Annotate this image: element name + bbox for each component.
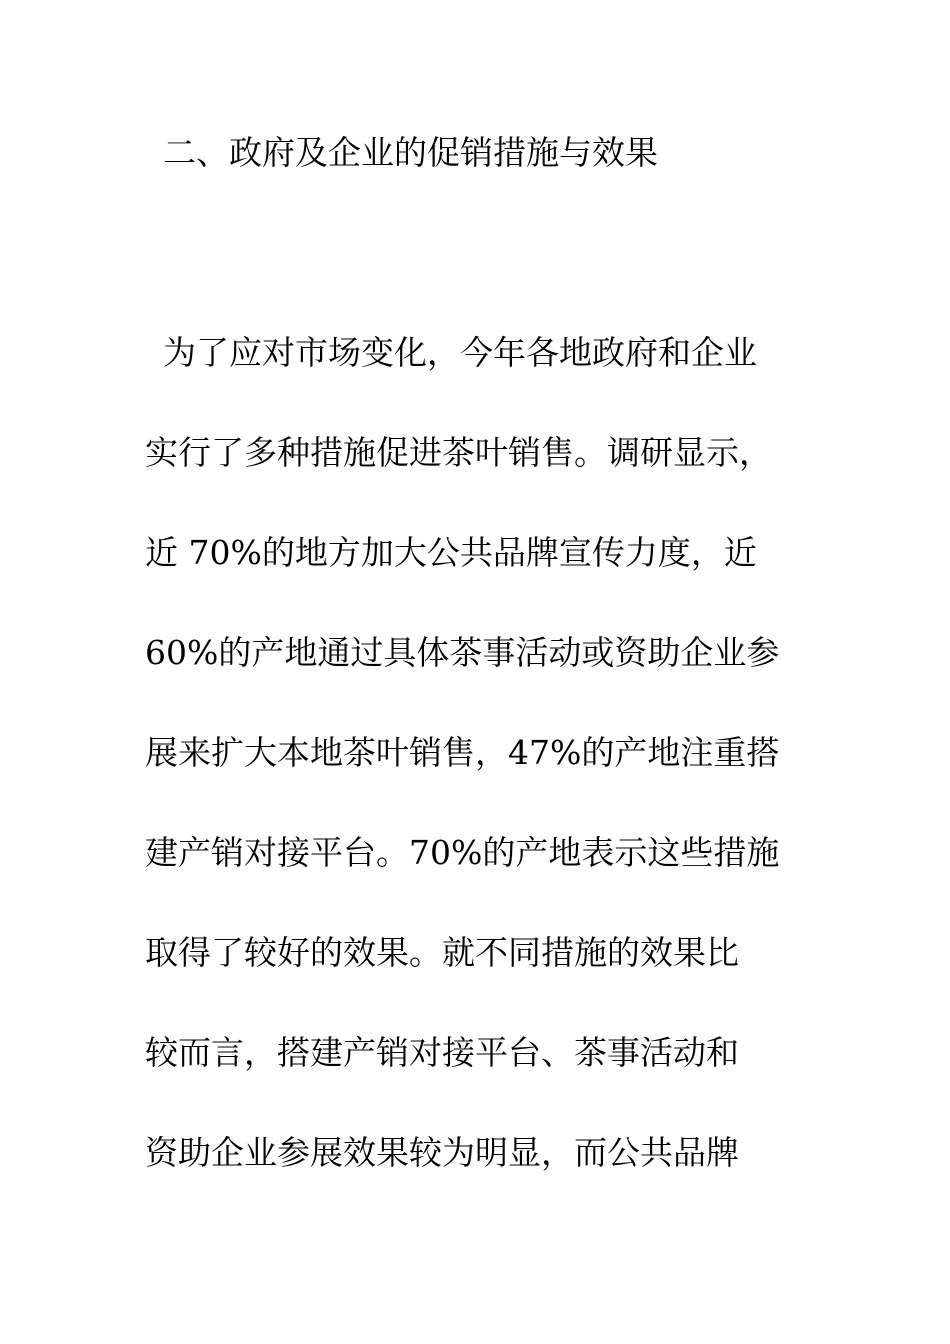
paragraph-line: 展来扩大本地茶叶销售，47%的产地注重搭 — [145, 733, 780, 772]
paragraph-line: 近 70%的地方加大公共品牌宣传力度，近 — [145, 533, 757, 572]
paragraph-line: 取得了较好的效果。就不同措施的效果比 — [145, 933, 739, 972]
paragraph-line: 为了应对市场变化，今年各地政府和企业 — [163, 333, 757, 372]
paragraph-line: 建产销对接平台。70%的产地表示这些措施 — [145, 833, 780, 872]
paragraph-line: 资助企业参展效果较为明显，而公共品牌 — [145, 1133, 739, 1172]
paragraph-line: 实行了多种措施促进茶叶销售。调研显示， — [145, 433, 772, 472]
paragraph-line: 60%的产地通过具体茶事活动或资助企业参 — [145, 633, 780, 672]
section-heading: 二、政府及企业的促销措施与效果 — [163, 133, 658, 172]
paragraph-line: 较而言，搭建产销对接平台、茶事活动和 — [145, 1033, 739, 1072]
